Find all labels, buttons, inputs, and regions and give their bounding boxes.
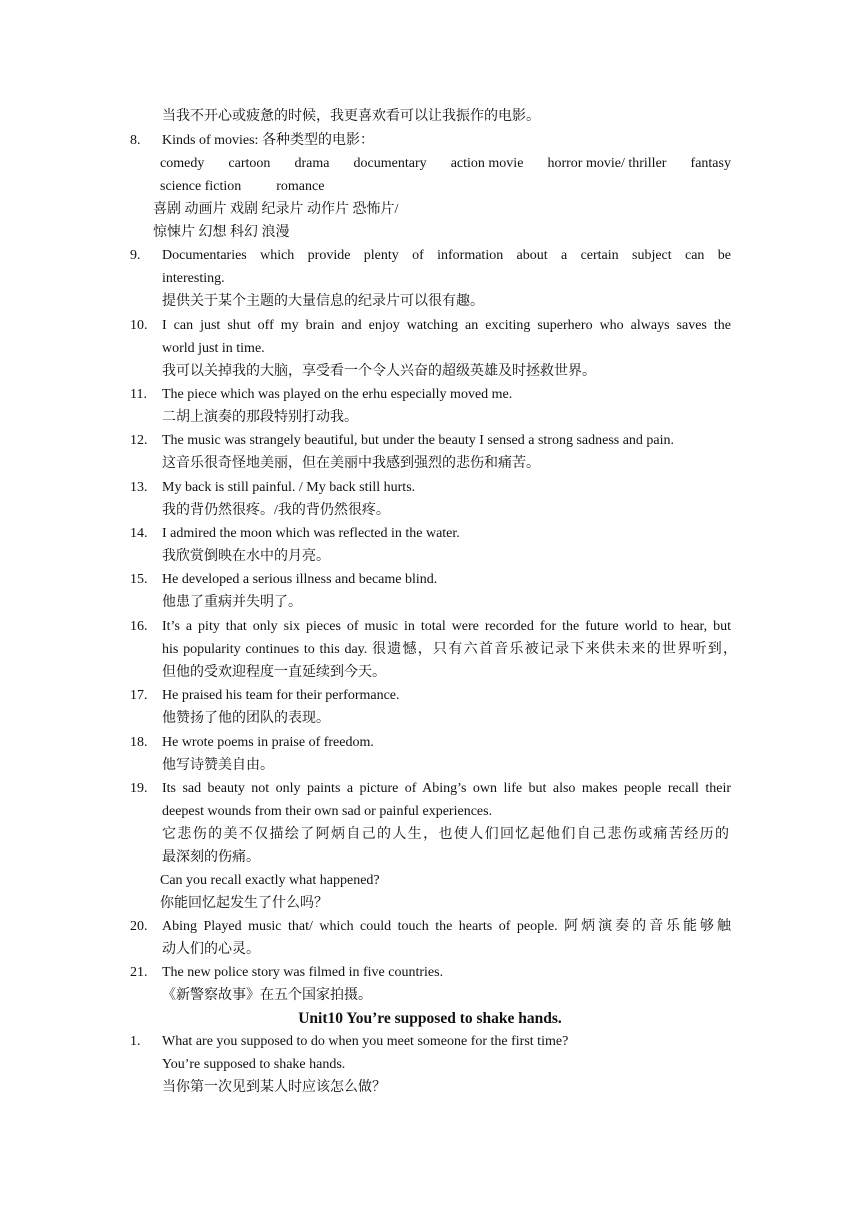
item-text: Abing Played music that/ which could touch the hearts of people. 阿炳演奏的音乐能够触 xyxy=(162,919,731,934)
item-text: He developed a serious illness and became blind. xyxy=(162,572,438,587)
item-text: 当你第一次见到某人时应该怎么做？ xyxy=(162,1080,386,1095)
item-text: 喜剧 动画片 戏剧 纪录片 动作片 恐怖片/ xyxy=(153,202,399,217)
item-text: You’re supposed to shake hands. xyxy=(162,1057,346,1072)
item-text: interesting. xyxy=(162,271,225,286)
item-text: deepest wounds from their own sad or painful experiences. xyxy=(162,804,493,819)
item-number: 16. xyxy=(130,619,148,634)
item-number: 10. xyxy=(130,318,148,333)
item-number: 13. xyxy=(130,480,148,495)
item-text: 他赞扬了他的团队的表现。 xyxy=(162,711,330,726)
item-text: What are you supposed to do when you meet someone for the first time? xyxy=(162,1034,569,1049)
item-number: 12. xyxy=(130,433,148,448)
item-number: 9. xyxy=(130,248,141,263)
item-number: 18. xyxy=(130,735,148,750)
item-number: 15. xyxy=(130,572,148,587)
item-text: 他患了重病并失明了。 xyxy=(162,595,302,610)
item-text: 这音乐很奇怪地美丽，但在美丽中我感到强烈的悲伤和痛苦。 xyxy=(162,456,540,471)
item-number: 11. xyxy=(130,387,147,402)
item-text: 你能回忆起发生了什么吗？ xyxy=(160,896,328,911)
item-text: 我可以关掉我的大脑，享受看一个令人兴奋的超级英雄及时拯救世界。 xyxy=(162,364,596,379)
item-text: Kinds of movies: 各种类型的电影： xyxy=(162,133,374,148)
item-text: 他写诗赞美自由。 xyxy=(162,758,274,773)
item-text: The piece which was played on the erhu especially moved me. xyxy=(162,387,513,402)
item-text: 它悲伤的美不仅描绘了阿炳自己的人生，也使人们回忆起他们自己悲伤或痛苦经历的 xyxy=(162,827,729,842)
movie-kind: action movie xyxy=(450,156,524,171)
movie-kind: cartoon xyxy=(228,156,271,171)
movie-kind: drama xyxy=(294,156,330,171)
item-number: 21. xyxy=(130,965,148,980)
item-text: 二胡上演奏的那段特别打动我。 xyxy=(162,410,358,425)
item-text: 我欣赏倒映在水中的月亮。 xyxy=(162,549,330,564)
item-text: Can you recall exactly what happened? xyxy=(160,873,380,888)
item-text: I admired the moon which was reflected in the water. xyxy=(162,526,460,541)
item-text: Its sad beauty not only paints a picture of Abing’s own life but also makes people recall their xyxy=(162,781,731,796)
movie-kinds-row xyxy=(160,154,731,174)
movie-kind: horror movie/ thriller xyxy=(547,156,667,171)
movie-kinds-row xyxy=(160,177,324,197)
item-text: He wrote poems in praise of freedom. xyxy=(162,735,374,750)
movie-kind: romance xyxy=(276,179,325,194)
item-text: It’s a pity that only six pieces of music in total were recorded for the future world to hear, but xyxy=(162,619,731,634)
item-text: Documentaries which provide plenty of information about a certain subject can be xyxy=(162,248,731,263)
item-text: 我的背仍然很疼。/我的背仍然很疼。 xyxy=(162,503,390,518)
item-number: 14. xyxy=(130,526,148,541)
movie-kind: documentary xyxy=(353,156,427,171)
item-text: world just in time. xyxy=(162,341,265,356)
movie-kind: comedy xyxy=(160,156,205,171)
item-text: 但他的受欢迎程度一直延续到今天。 xyxy=(162,665,386,680)
item-text: his popularity continues to this day. 很遗憾，只有六首音乐被记录下来供未来的世界听到， xyxy=(162,642,737,657)
item-text: 惊悚片 幻想 科幻 浪漫 xyxy=(153,225,290,240)
item-text: The music was strangely beautiful, but under the beauty I sensed a strong sadness and pain. xyxy=(162,433,675,448)
movie-kind: science fiction xyxy=(160,179,242,194)
item-text: My back is still painful. / My back still hurts. xyxy=(162,480,416,495)
movie-kind: fantasy xyxy=(690,156,731,171)
unit-heading: Unit10 You’re supposed to shake hands. xyxy=(298,1010,562,1027)
text-line: 当我不开心或疲惫的时候，我更喜欢看可以让我振作的电影。 xyxy=(162,109,540,124)
item-text: 提供关于某个主题的大量信息的纪录片可以很有趣。 xyxy=(162,294,484,309)
item-text: 动人们的心灵。 xyxy=(162,942,260,957)
item-number: 20. xyxy=(130,919,148,934)
item-number: 1. xyxy=(130,1034,141,1049)
item-number: 19. xyxy=(130,781,148,796)
item-text: 《新警察故事》在五个国家拍摄。 xyxy=(162,988,372,1003)
item-text: 最深刻的伤痛。 xyxy=(162,850,260,865)
item-text: He praised his team for their performance. xyxy=(162,688,400,703)
item-number: 17. xyxy=(130,688,148,703)
item-text: The new police story was filmed in five countries. xyxy=(162,965,444,980)
item-number: 8. xyxy=(130,133,141,148)
item-text: I can just shut off my brain and enjoy watching an exciting superhero who always saves the xyxy=(162,318,731,333)
